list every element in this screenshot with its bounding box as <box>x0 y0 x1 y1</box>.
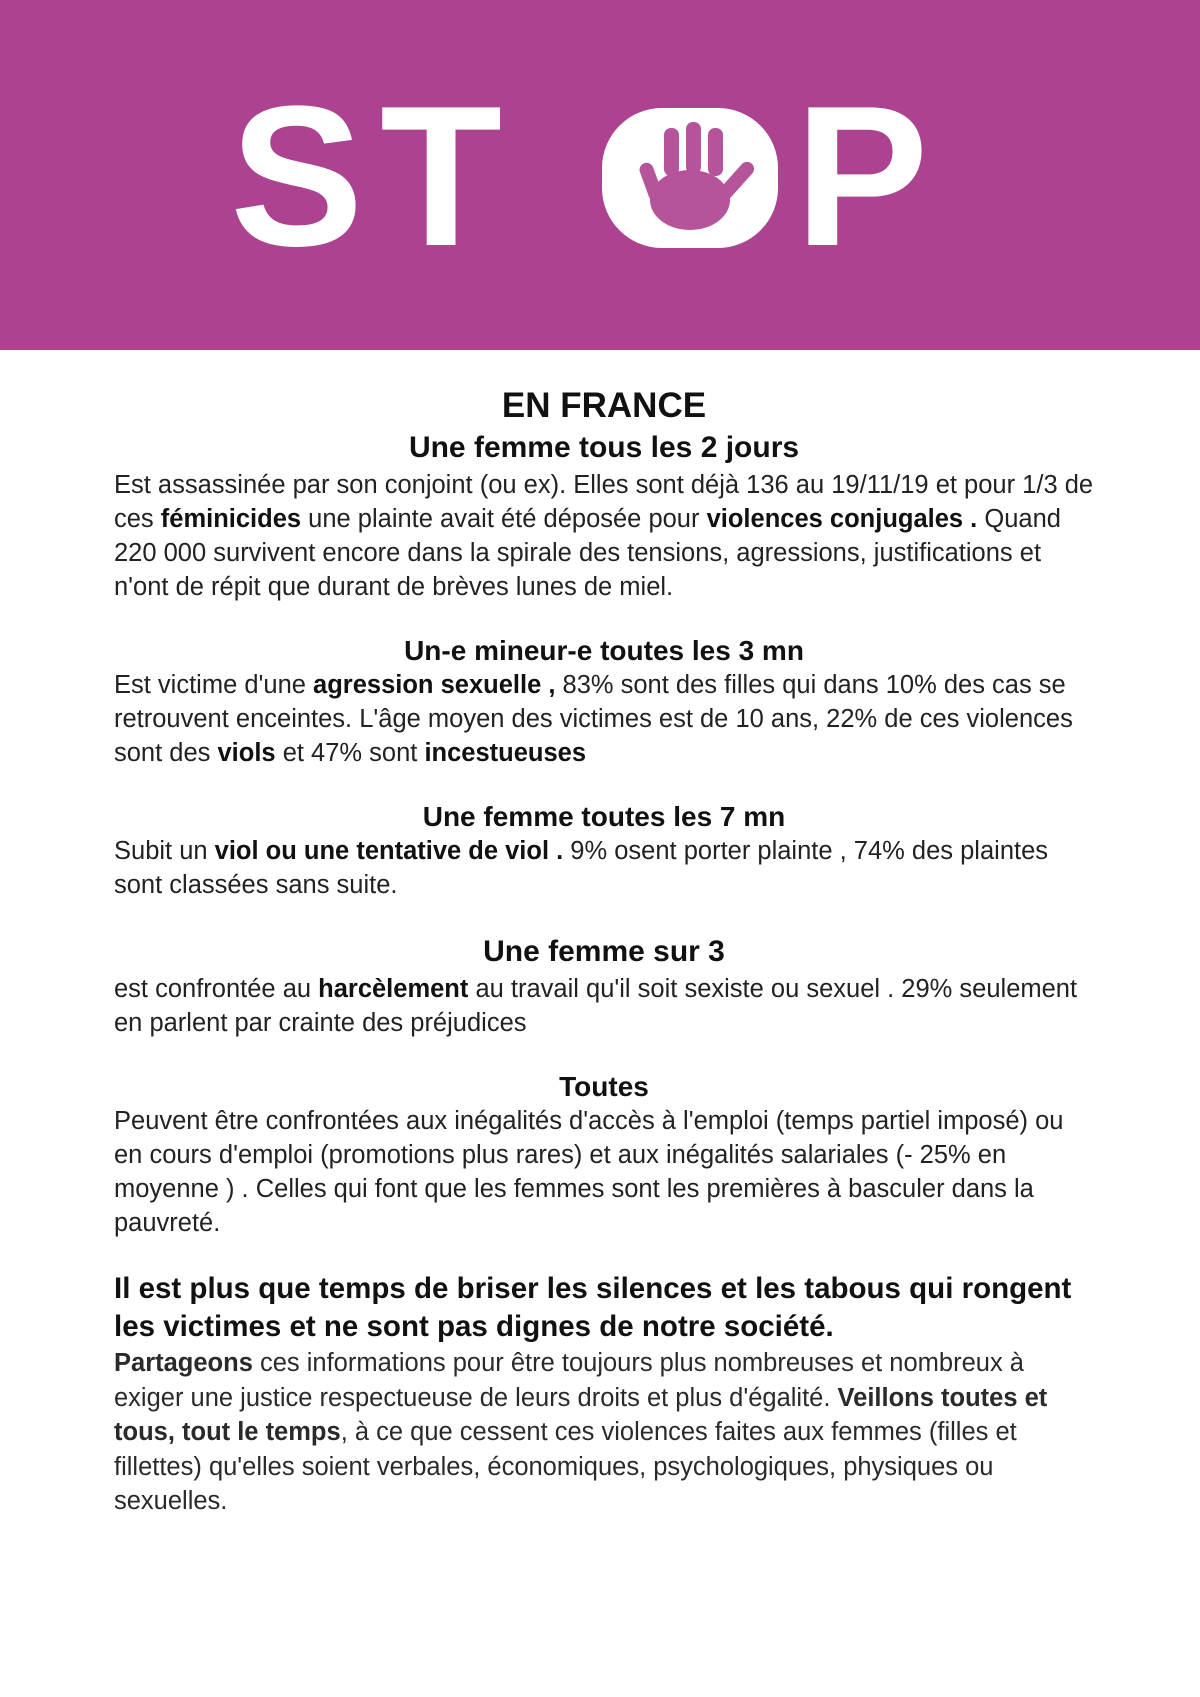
stop-logo <box>230 100 1000 260</box>
callout-statement: Il est plus que temps de briser les silences et les tabous qui rongent les victimes et ne sont pas dignes de notre société. <box>114 1272 1072 1343</box>
section-text: est confrontée au harcèlement au travail qu'il soit sexiste ou sexuel . 29% seulement en parlent par crainte des préjudices <box>114 975 1078 1037</box>
closing-paragraph: Partageons ces informations pour être toujours plus nombreuses et nombreux à exiger une justice respectueuse de leurs droits et plus d'égalité. Veillons toutes et tous, tout le temps, à ce que cessent ces violences faites aux femmes (filles et fillettes) qu'elles soient verbales, économiques, psychologiques, physiques ou sexuelles. <box>114 1349 1048 1515</box>
main-content <box>114 384 1094 1519</box>
svg-text:P: P <box>795 100 929 260</box>
section-title: Une femme toutes les 7 mn <box>422 801 786 832</box>
section-text: Subit un viol ou une tentative de viol . 9% osent porter plainte , 74% des plaintes sont classées sans suite. <box>114 837 1049 899</box>
handprint-icon <box>602 108 778 248</box>
section-title: Une femme tous les 2 jours <box>408 431 800 464</box>
section-title: Un-e mineur-e toutes les 3 mn <box>404 635 804 666</box>
section-text: Peuvent être confrontées aux inégalités d'accès à l'emploi (temps partiel imposé) ou en cours d'emploi (promotions plus rares) et aux inégalités salariales (- 25% en moyenne ) . Celles qui font que les femmes sont les premières à basculer dans la pauvreté. <box>114 1107 1064 1237</box>
stop-logo-graphic <box>230 100 1000 260</box>
page-title: EN FRANCE <box>501 386 707 425</box>
section-text: Est assassinée par son conjoint (ou ex). Elles sont déjà 136 au 19/11/19 et pour 1/3 de ces féminicides une plainte avait été déposée pour violences conjugales . Quand 220 000 survivent encore dans la spirale des tensions, agressions, justifications et n'ont de répit que durant de brèves lunes de miel. <box>114 471 1094 601</box>
section-title: Une femme sur 3 <box>483 935 725 968</box>
section-title: Toutes <box>559 1071 649 1102</box>
section-text: Est victime d'une agression sexuelle , 83% sont des filles qui dans 10% des cas se retrouvent enceintes. L'âge moyen des victimes est de 10 ans, 22% de ces violences sont des viols et 47% sont incestueuses <box>114 671 1073 767</box>
svg-text:T: T <box>380 100 503 260</box>
stop-banner <box>0 0 1200 350</box>
svg-text:S: S <box>230 100 358 260</box>
